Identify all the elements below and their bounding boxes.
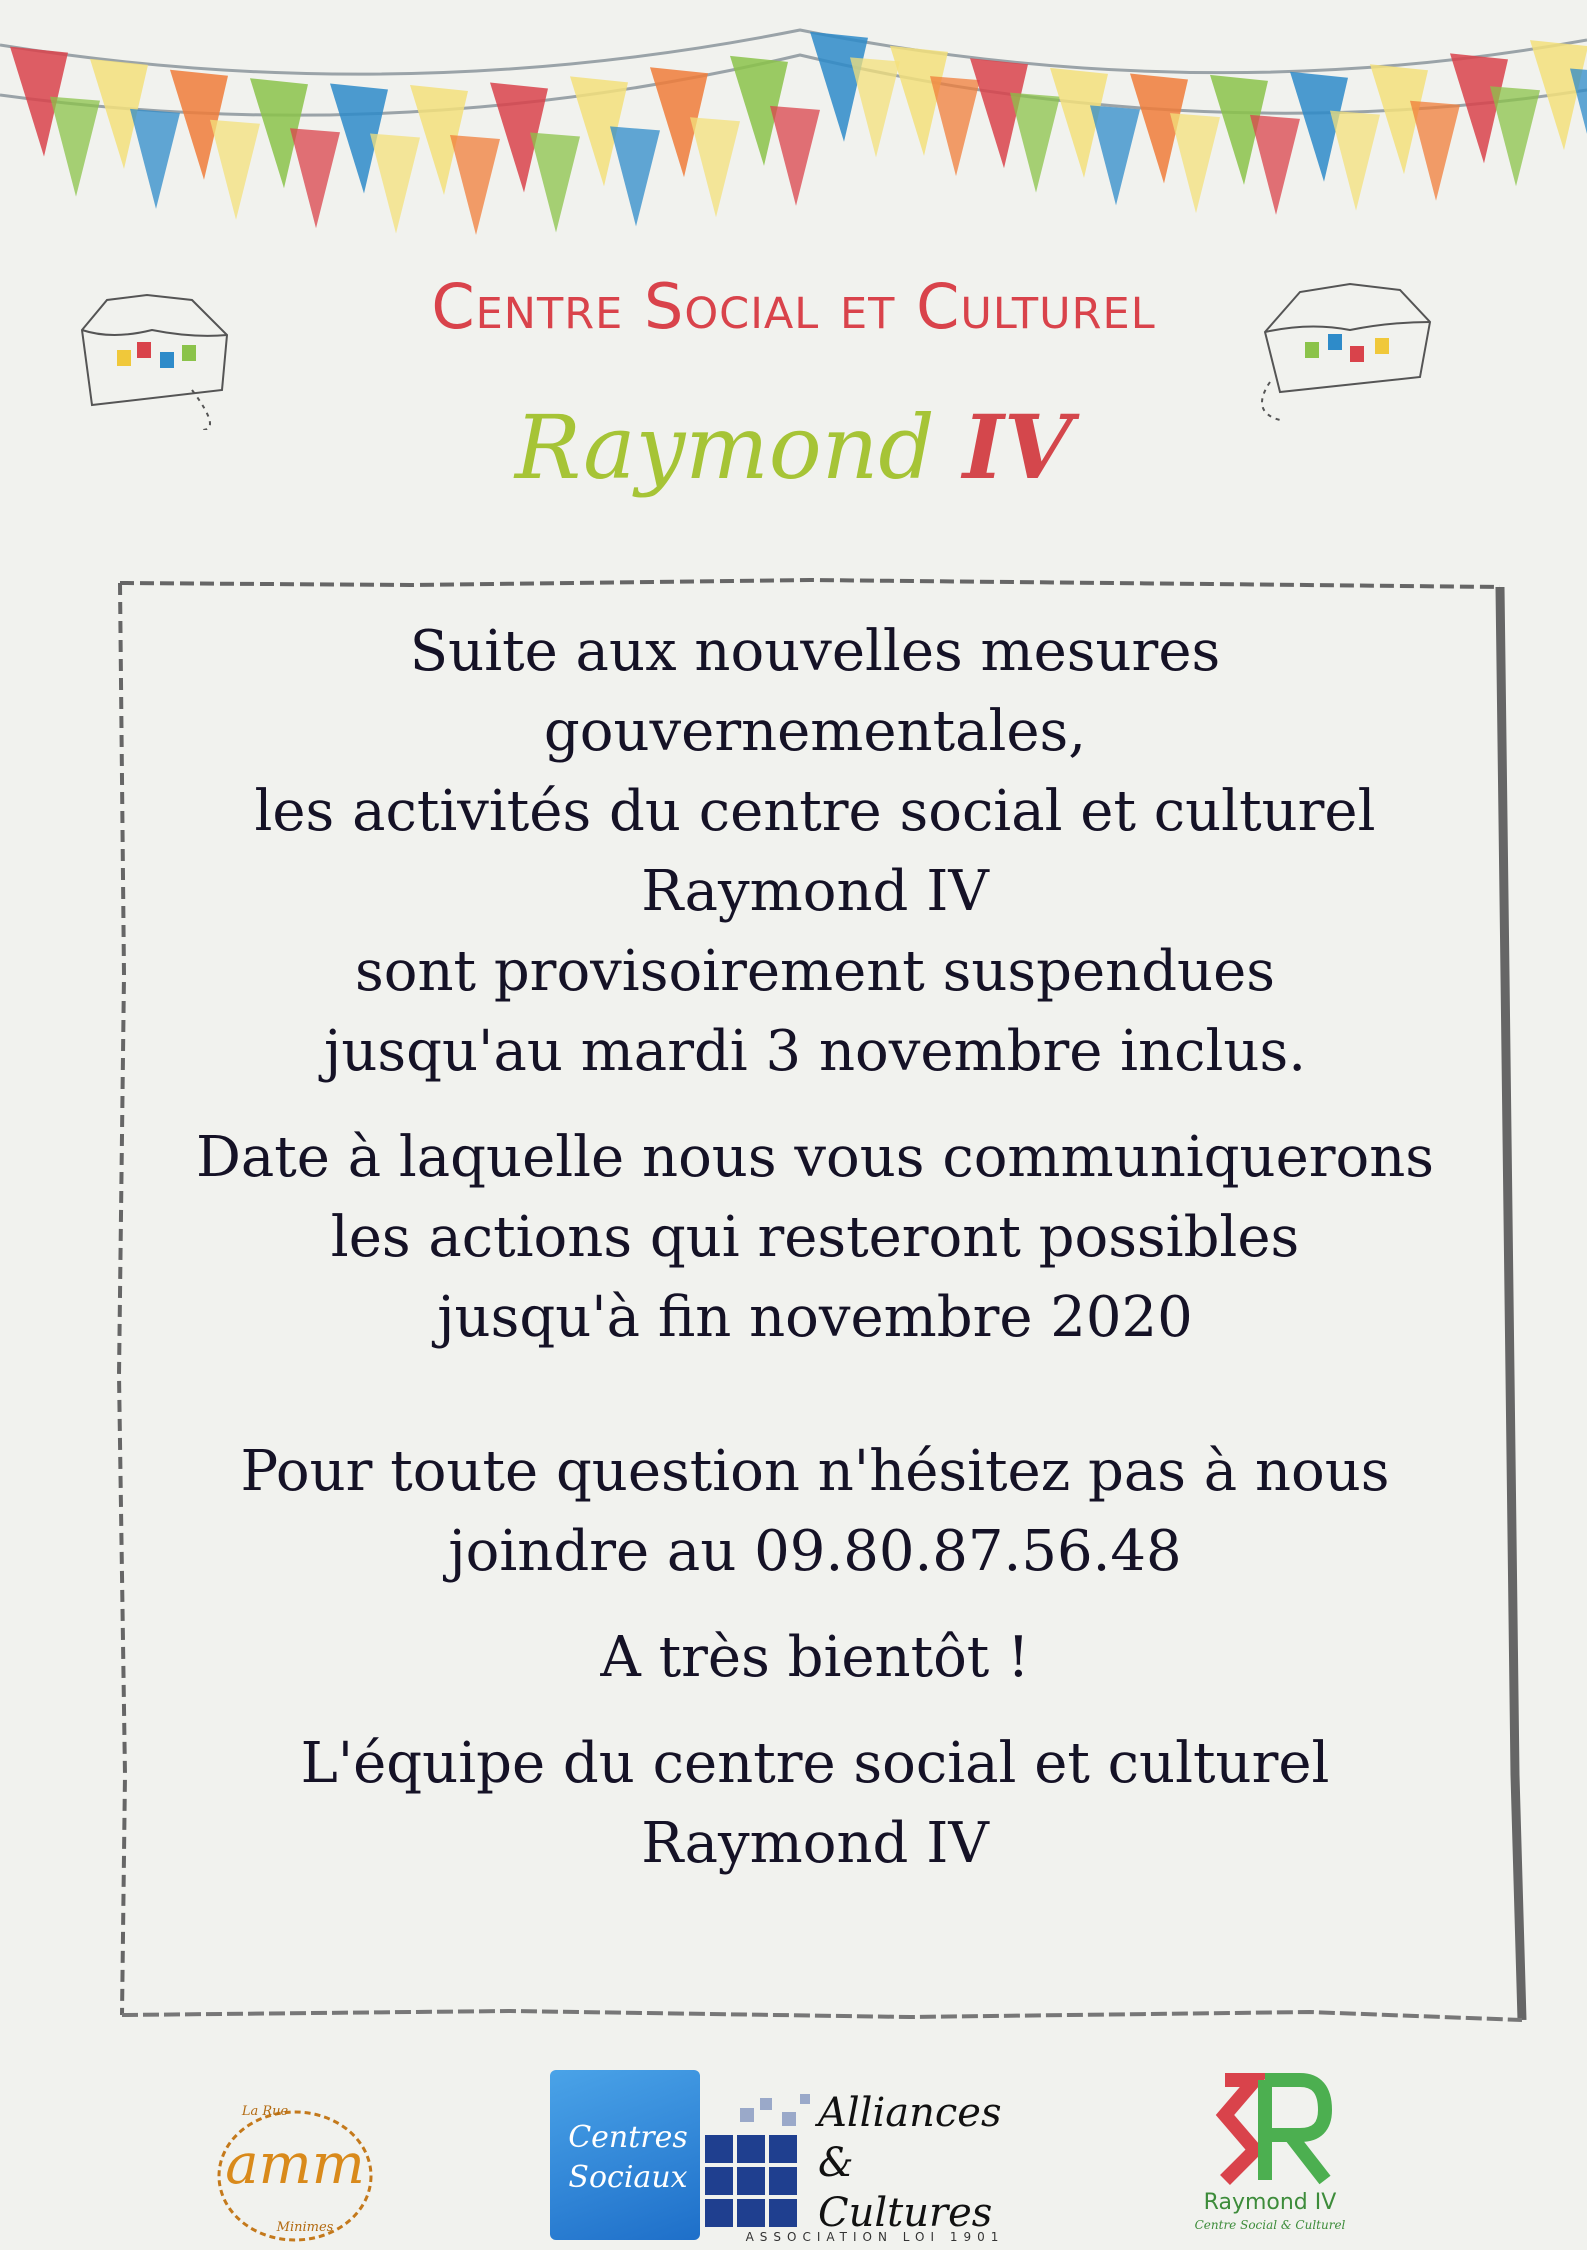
phone-line: joindre au 09.80.87.56.48 <box>448 1519 1182 1584</box>
center-title: Centre Social et Culturel <box>431 270 1156 343</box>
bunting-flag <box>1010 93 1060 193</box>
bunting-flag <box>850 57 900 157</box>
message-line: Pour toute question n'hésitez pas à nous <box>240 1439 1390 1504</box>
bunting-flag <box>370 133 420 233</box>
bunting-flag <box>610 126 660 226</box>
bunting-flag <box>1090 105 1140 205</box>
bunting-flag <box>530 133 580 233</box>
raymond-iv-logo: Raymond IV Centre Social & Culturel <box>1185 2070 1355 2245</box>
partner-logos <box>0 2050 1587 2245</box>
message-line: Raymond IV <box>641 859 989 924</box>
signature-line: Raymond IV <box>641 1811 989 1876</box>
bunting-flag <box>1170 113 1220 213</box>
signature-line: L'équipe du centre social et culturel <box>300 1731 1330 1796</box>
subtitle-word: Raymond <box>514 396 935 499</box>
bunting-flag <box>1490 86 1540 186</box>
message-line: jusqu'à fin novembre 2020 <box>437 1285 1193 1350</box>
bunting-flag <box>1330 111 1380 211</box>
message-line: les actions qui resteront possibles <box>330 1205 1300 1270</box>
centres-sociaux-logo: Centres Sociaux <box>550 2070 700 2240</box>
bunting-decoration <box>0 0 1587 280</box>
bunting-flag <box>930 76 980 176</box>
message-line: sont provisoirement suspendues <box>355 939 1275 1004</box>
message-line: Date à laquelle nous vous communiquerons <box>195 1125 1435 1190</box>
bunting-flag <box>690 117 740 217</box>
announcement-text <box>130 612 1500 1884</box>
message-line: jusqu'au mardi 3 novembre inclus. <box>323 1019 1307 1084</box>
message-line: Suite aux nouvelles mesures <box>409 619 1221 684</box>
bunting-flag <box>770 106 820 206</box>
amm-logo: La Rue amm Minimes <box>195 2102 395 2250</box>
bunting-flag <box>1250 115 1300 215</box>
bunting-flag <box>50 97 100 197</box>
bunting-flag <box>130 109 180 209</box>
bunting-flag <box>1410 101 1460 201</box>
subtitle-numeral: IV <box>962 395 1073 499</box>
message-line: gouvernementales, <box>543 699 1087 764</box>
alliances-cultures-logo: Alliances & Cultures ASSOCIATION LOI 1901 <box>700 2080 1050 2250</box>
bunting-flag <box>210 120 260 220</box>
center-subtitle <box>0 395 1587 499</box>
bunting-flag <box>290 128 340 228</box>
message-line: les activités du centre social et culturel <box>254 779 1376 844</box>
bunting-flag <box>450 135 500 235</box>
closing-line: A très bientôt ! <box>600 1625 1030 1690</box>
